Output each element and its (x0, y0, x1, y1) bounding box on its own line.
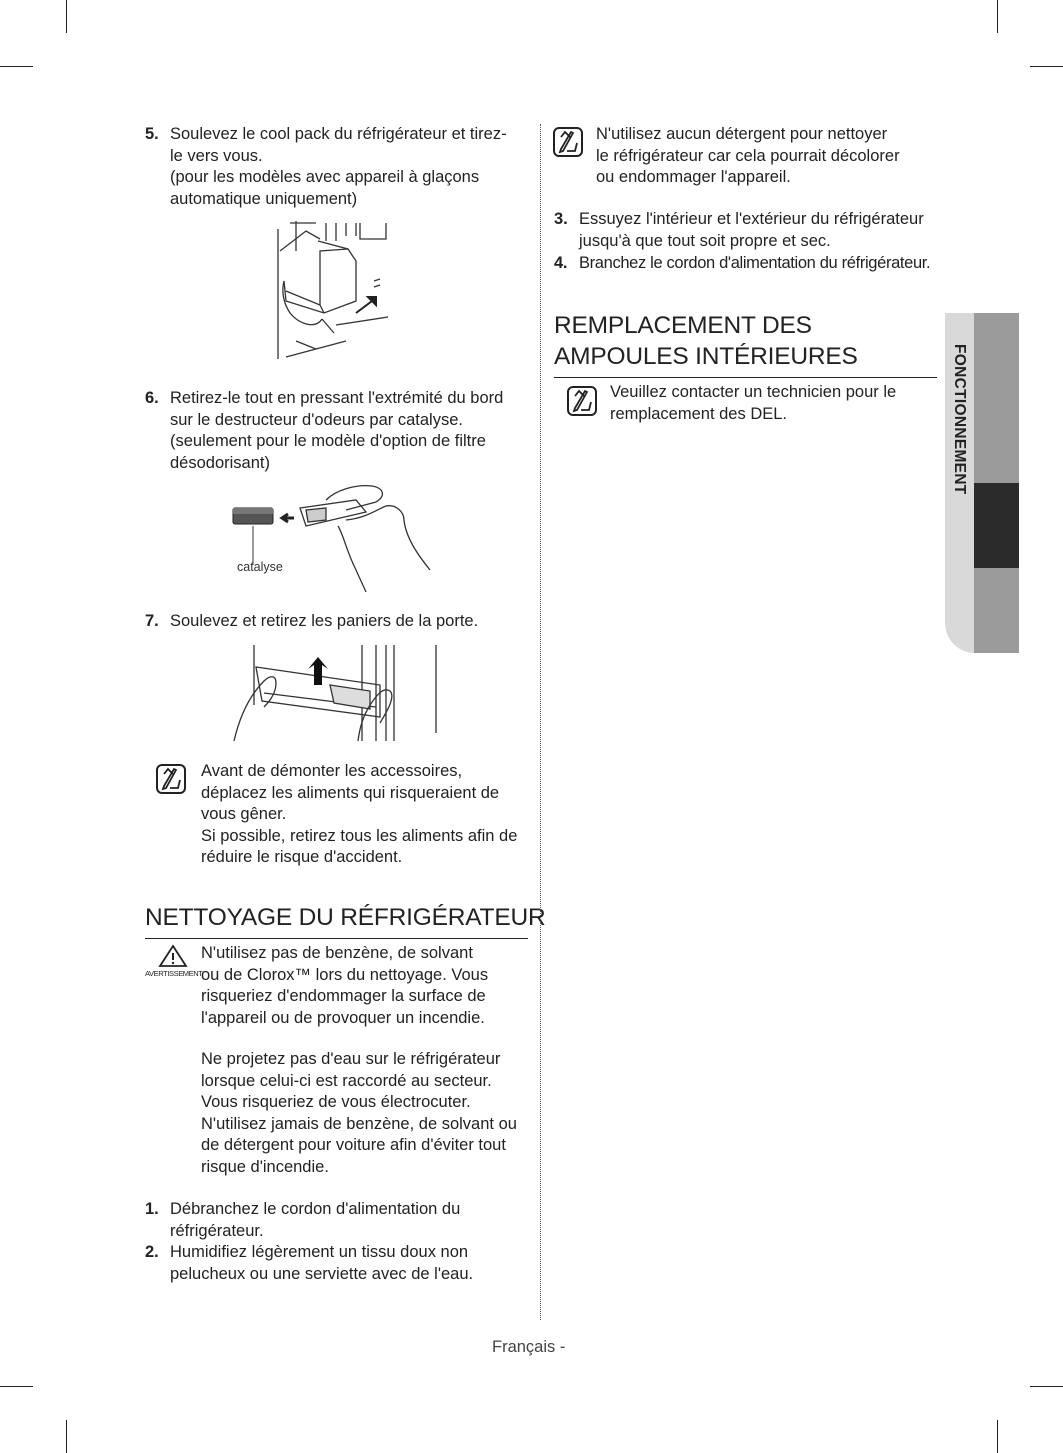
column-divider (540, 124, 541, 1320)
side-tab-active-block (974, 483, 1019, 568)
section-title-bulbs-line2: AMPOULES INTÉRIEURES (554, 343, 858, 370)
step-text: Essuyez l'intérieur et l'extérieur du réfrigérateur jusqu'à que tout soit propre et sec. (579, 210, 924, 250)
note-text: N'utilisez aucun détergent pour nettoyer le réfrigérateur car cela pourrait décolorer ou endommager l'appareil. (596, 125, 900, 186)
door-basket-illustration (230, 645, 440, 745)
crop-mark (997, 0, 998, 33)
section-title-bulbs-line1: REMPLACEMENT DES (554, 312, 812, 339)
step-number: 3. (554, 210, 568, 228)
warning-icon (158, 944, 188, 968)
step-number: 1. (145, 1200, 159, 1218)
warning-text: Ne projetez pas d'eau sur le réfrigérateur lorsque celui-ci est raccordé au secteur. Vous risqueriez de vous électrocuter. N'utilisez jamais de benzène, de solvant ou de détergent pour voiture afin d'éviter tout risque d'incendie. (201, 1050, 517, 1176)
crop-mark (66, 1420, 67, 1453)
deodorizer-illustration (226, 480, 436, 595)
side-tab (945, 313, 1019, 653)
step-number: 2. (145, 1243, 159, 1261)
section-rule (554, 377, 937, 378)
step-number: 7. (145, 612, 159, 630)
crop-mark (0, 1386, 33, 1387)
note-text: Veuillez contacter un technicien pour le remplacement des DEL. (610, 383, 897, 423)
step-text: Soulevez et retirez les paniers de la porte. (170, 612, 479, 630)
step-text: Humidifiez légèrement un tissu doux non pelucheux ou une serviette avec de l'eau. (170, 1243, 474, 1283)
catalyse-label: catalyse (237, 560, 283, 574)
cool-pack-illustration (276, 221, 396, 361)
section-rule (145, 938, 528, 939)
step-number: 6. (145, 389, 159, 407)
warning-label: AVERTISSEMENT (145, 969, 203, 978)
crop-mark (1030, 1386, 1063, 1387)
side-tab-gray-top (974, 313, 1019, 483)
step-number: 4. (554, 254, 568, 272)
step-number: 5. (145, 125, 159, 143)
note-text: Avant de démonter les accessoires, déplacez les aliments qui risqueraient de vous gêner. Si possible, retirez tous les aliments afin de réduire le risque d'accident. (201, 762, 518, 866)
section-title-cleaning: NETTOYAGE DU RÉFRIGÉRATEUR (145, 904, 546, 931)
note-icon (567, 386, 597, 416)
page-footer: Français - (492, 1338, 566, 1356)
crop-mark (997, 1420, 998, 1453)
step-text: Débranchez le cordon d'alimentation du réfrigérateur. (170, 1200, 461, 1240)
crop-mark (0, 66, 33, 67)
crop-mark (66, 0, 67, 33)
side-tab-gray-bottom (974, 568, 1019, 653)
note-icon (553, 127, 583, 157)
note-icon (156, 764, 186, 794)
warning-text: N'utilisez pas de benzène, de solvant ou de Clorox™ lors du nettoyage. Vous risqueriez d'endommager la surface de l'appareil ou de provoquer un incendie. (201, 944, 489, 1027)
side-tab-label: FONCTIONNEMENT (951, 344, 968, 495)
step-text: Branchez le cordon d'alimentation du réfrigérateur. (579, 254, 931, 272)
step-text: Retirez-le tout en pressant l'extrémité du bord sur le destructeur d'odeurs par catalyse. (seulement pour le modèle d'option de filtre désodorisant) (170, 389, 504, 472)
step-text: Soulevez le cool pack du réfrigérateur et tirez- le vers vous. (pour les modèles avec appareil à glaçons automatique uniquement) (170, 125, 507, 208)
crop-mark (1030, 66, 1063, 67)
